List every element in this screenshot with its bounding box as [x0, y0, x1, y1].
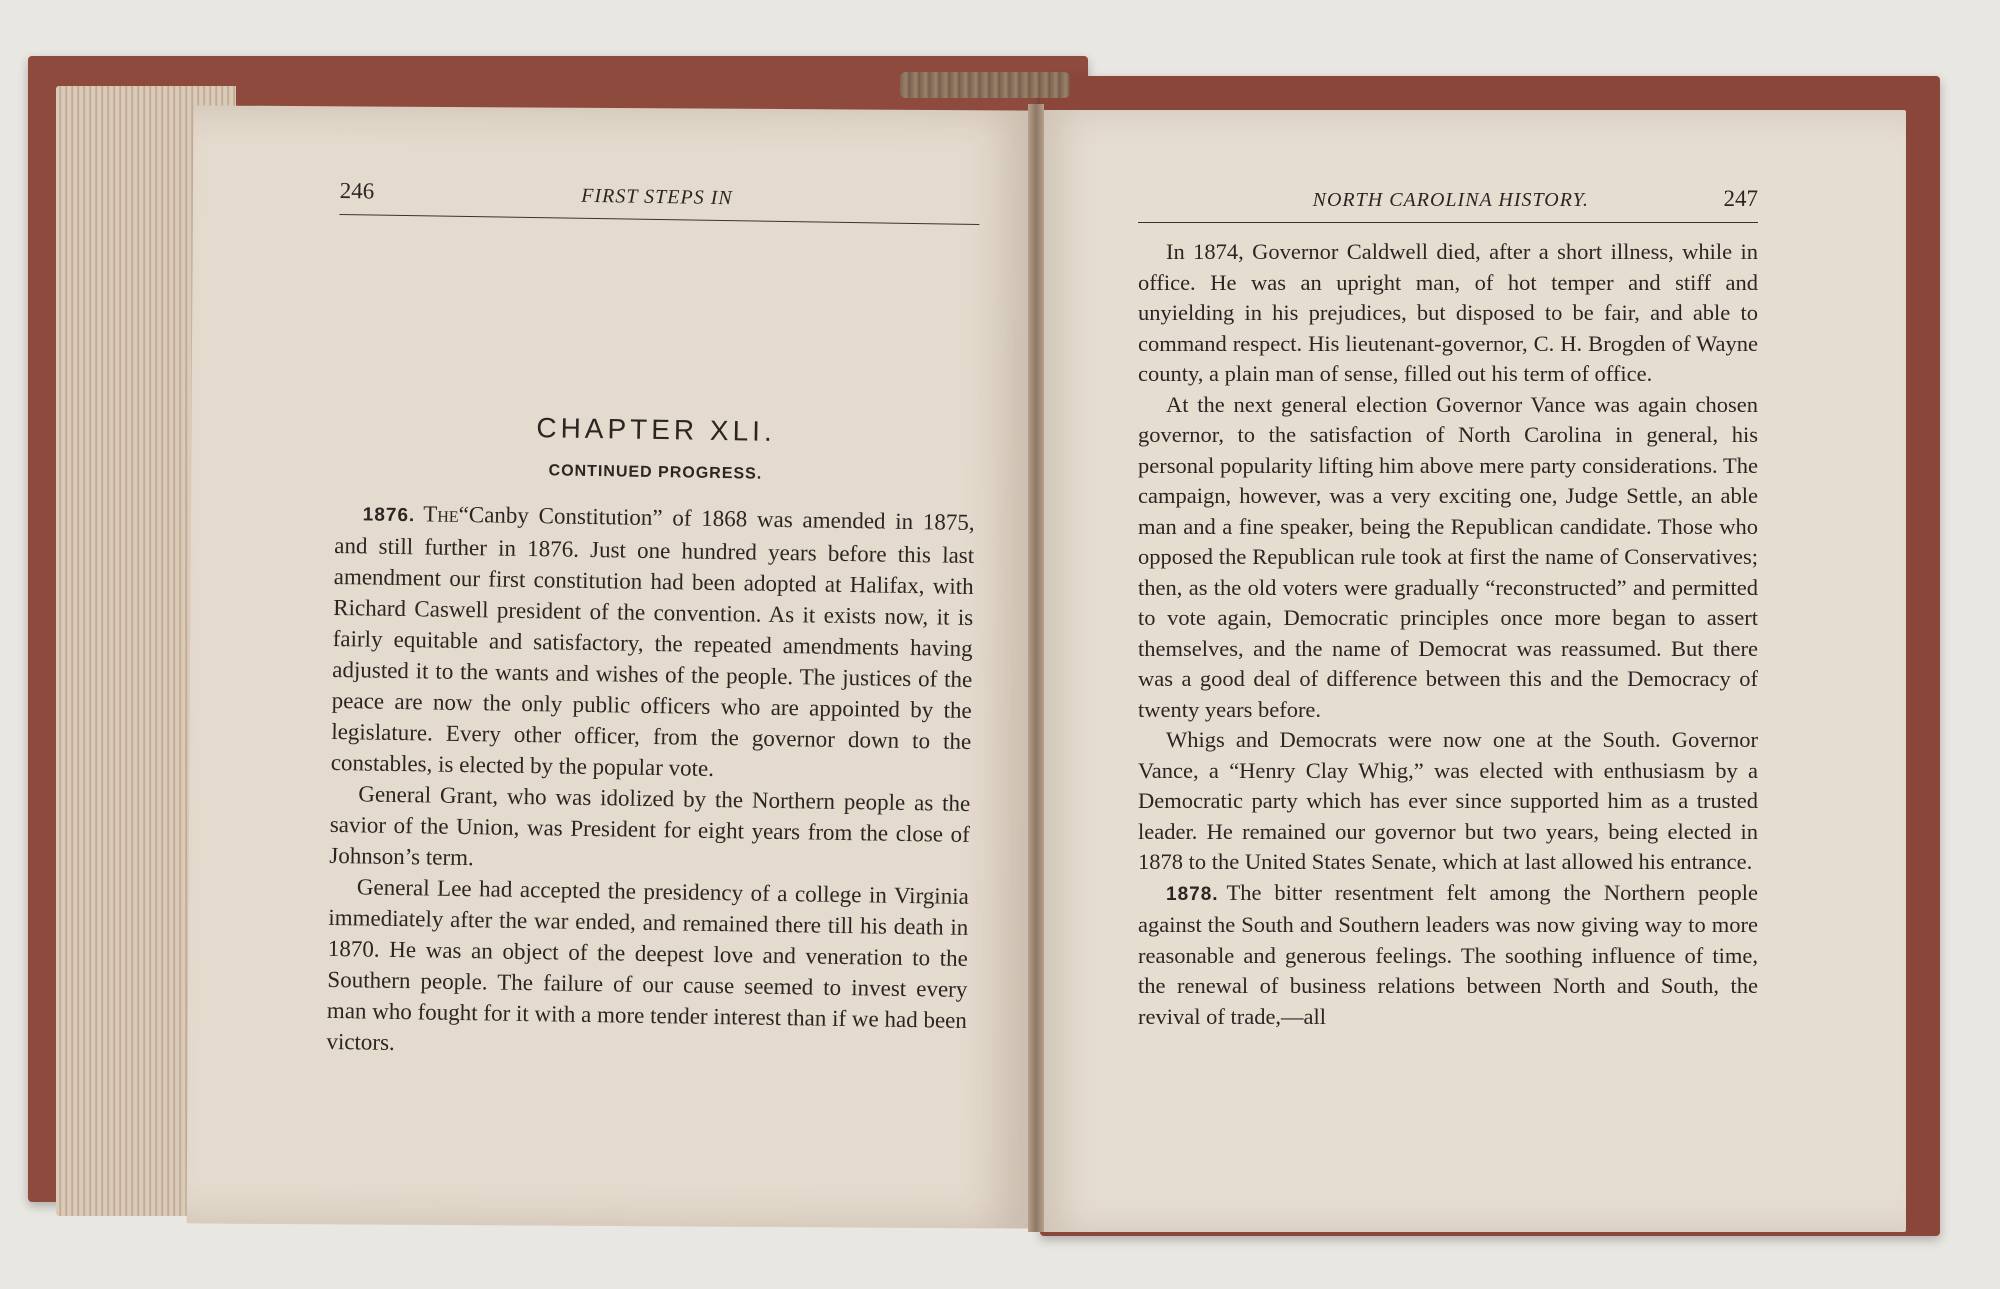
paragraph: General Grant, who was idolized by the Northern people as the savior of the Union, was President for eight years from the close of Johnson’s term. — [329, 781, 971, 871]
year-marker: 1878. — [1166, 883, 1219, 905]
paragraph: Whigs and Democrats were now one at the South. Governor Vance, a “Henry Clay Whig,” was elected with enthusiasm by a Democratic party which has ever since supported him as a trusted leader. He remained our governor but two years, being elected in 1878 to the United States Senate, which at last allowed his entrance. — [1138, 727, 1758, 874]
right-page-content — [1138, 186, 1758, 1032]
paragraph-text: “Canby Constitution” of 1868 was amended in 1875, and still further in 1876. Just one hundred years before this last amendment our first constitution had been adopted at Halifax, with Richard Caswell president of the convention. As it exists now, it is fairly equitable and satisfactory, the repeated amendments having adjusted it to the wants and wishes of the people. The justices of the peace are now the only public officers who are appointed by the legislature. Every other officer, from the governor down to the constables, is elected by the popular vote. — [330, 501, 975, 781]
right-running-head — [1138, 186, 1758, 223]
chapter-subtitle: CONTINUED PROGRESS. — [548, 462, 763, 483]
chapter-title: CHAPTER XLI. — [536, 412, 777, 447]
running-head-title: FIRST STEPS IN — [581, 184, 733, 210]
paragraph: At the next general election Governor Vance was again chosen governor, to the satisfaction of North Carolina in general, his personal popularity lifting him above mere party considerations. The campaign, however, was a very exciting one, Judge Settle, an able man and a fine speaker, being the Republican candidate. Those who opposed the Republican rule took at first the name of Conservatives; then, as the old voters were gradually “reconstructed” and permitted to vote again, Democratic principles once more began to assert themselves, and the name of Democrat was reassumed. But there was a good deal of difference between this and the Democracy of twenty years before. — [1138, 391, 1758, 722]
paragraph: General Lee had accepted the presidency of a college in Virginia immediately after the war ended, and remained there till his death in 1870. He was an object of the deepest love and veneration to the Southern people. The failure of our cause seemed to invest every man who fought for it with a more tender interest than if we had been victors. — [326, 874, 969, 1055]
page-number: 246 — [339, 178, 375, 204]
paragraph: In 1874, Governor Caldwell died, after a short illness, while in office. He was an upright man, of hot temper and stiff and unyielding in his prejudices, but disposed to be fair, and able to command respect. His lieutenant-governor, C. H. Brogden of Wayne county, a plain man of sense, filled out his term of office. — [1138, 239, 1758, 386]
paragraph-text: The bitter resentment felt among the Northern people against the South and Southern leaders was now giving way to more reasonable and generous feelings. The soothing influence of time, the renewal of business relations between North and South, the revival of trade,—all — [1138, 879, 1758, 1029]
book-gutter — [1028, 104, 1044, 1232]
paragraph — [331, 497, 975, 788]
running-head-title: NORTH CAROLINA HISTORY. — [1312, 189, 1589, 211]
spine-binding — [900, 72, 1070, 98]
paragraph — [1138, 878, 1758, 1033]
page-number: 247 — [1723, 186, 1758, 211]
year-marker: 1876. — [362, 504, 416, 527]
paragraph-lead: The — [423, 501, 459, 527]
left-page-content — [326, 178, 980, 1067]
